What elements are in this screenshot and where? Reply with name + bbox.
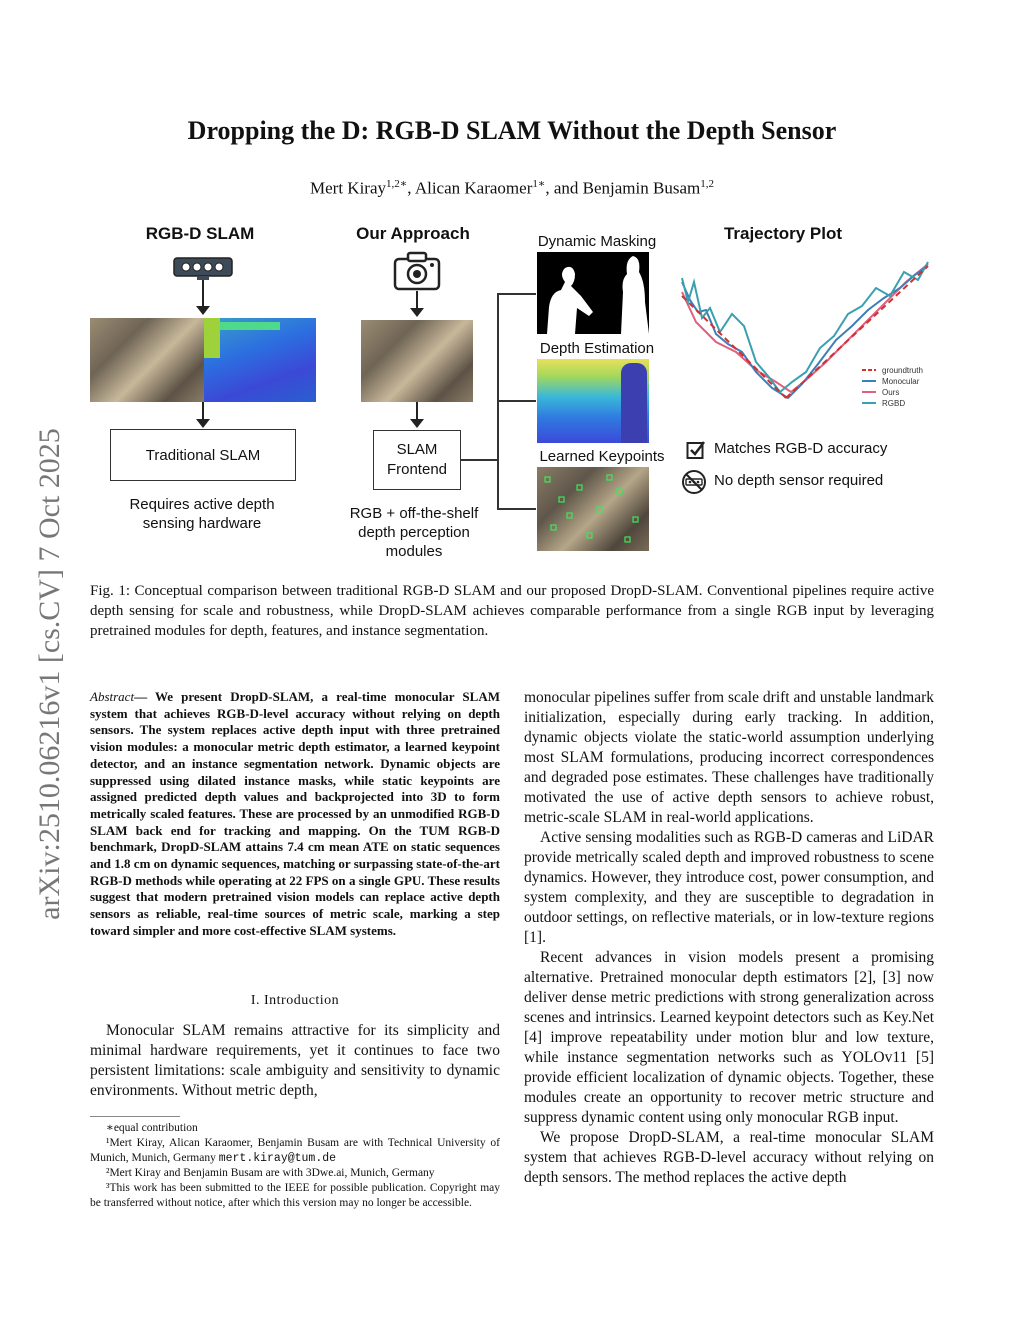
arrow-head	[196, 306, 210, 315]
author-list: Mert Kiray$^{1,2∗}$, Alican Karaomer$^{1∗}$, and Benjamin Busam$^{1,2}$	[310, 178, 714, 198]
right-paragraph-1: monocular pipelines suffer from scale drift and unstable landmark initialization, especially during early tracking. In addition, dynamic objects violate the static-world assumption underlying most SLAM formulations, producing incorrect correspondences and degraded pose estimates. These challenges have traditionally motivated the use of active depth sensors to achieve robust, metric-scale SLAM in real-world applications.	[524, 689, 934, 826]
connector-line	[497, 400, 536, 402]
paper-title: Dropping the D: RGB-D SLAM Without the Depth Sensor	[187, 116, 837, 145]
traditional-slam-box: Traditional SLAM	[110, 429, 296, 481]
check-no-depth-sensor: No depth sensor required	[714, 472, 884, 489]
author-3: , and Benjamin Busam	[545, 178, 701, 198]
arxiv-side-label: arXiv:2510.06216v1 [cs.CV] 7 Oct 2025	[33, 428, 66, 920]
arrow-head	[196, 419, 210, 428]
footnotes	[90, 1121, 500, 1211]
author-2: Alican Karaomer	[414, 178, 533, 198]
abstract-body: — We present DropD-SLAM, a real-time monocular SLAM system that achieves RGB-D-level accuracy without relying on depth sensors. The system replaces active depth input with three pretrained vision modules: a monocular metric depth estimator, a learned keypoint detector, and an instance segmentation network. Dynamic objects are suppressed using dilated instance masks, while static keypoints are assigned predicted depth values and backprojected into 3D to form metrically scaled features. These are processed by an unmodified RGB-D SLAM back end for tracking and mapping. On the TUM RGB-D benchmark, DropD-SLAM attains 7.4 cm mean ATE on static sequences and 1.8 cm on dynamic sequences, matching or surpassing state-of-the-art RGB-D methods while operating at 22 FPS on a single GPU. These results suggest that modern pretrained vision models can replace active depth sensors as reliable, real-time sources of metric scale, marking a step toward simpler and more cost-effective SLAM systems.	[90, 689, 500, 938]
abstract-label: Abstract	[90, 689, 135, 704]
our-approach-title: Our Approach	[356, 224, 470, 243]
connector-line	[460, 459, 498, 461]
abstract	[90, 689, 500, 940]
intro-paragraph: Monocular SLAM remains attractive for its simplicity and minimal hardware requirements, yet it continues to face two persistent limitations: scale ambiguity and sensitivity to dynamic environments. Without metric depth,	[90, 1022, 500, 1099]
checkbox-icon	[686, 440, 706, 460]
learned-keypoints-label: Learned Keypoints	[539, 448, 665, 465]
legend-rgbd: RGBD	[882, 399, 906, 408]
rgbd-slam-title: RGB-D SLAM	[145, 224, 255, 243]
section-heading: I. Introduction	[250, 993, 340, 1008]
trajectory-plot	[676, 252, 936, 422]
depth-sensor-icon	[173, 256, 233, 280]
trajectory-plot-title: Trajectory Plot	[723, 224, 843, 243]
footnote-1: ¹Mert Kiray, Alican Karaomer, Benjamin Busam are with Technical University of Munich, Munich, Germany mert.kiray@tum.de	[90, 1137, 500, 1165]
arrow-head	[410, 419, 424, 428]
dynamic-masking-label: Dynamic Masking	[537, 233, 657, 250]
dynamic-mask-image	[537, 252, 649, 334]
right-column	[524, 688, 934, 1188]
traditional-note: Requires active depth sensing hardware	[129, 496, 275, 532]
legend-ours: Ours	[882, 388, 900, 397]
rgb-input-image	[361, 320, 473, 402]
right-paragraph-3: Recent advances in vision models present a promising alternative. Pretrained monocular depth estimators [2], [3] now deliver dense metric predictions with strong generalization across scenes and intrinsics. Learned keypoint detectors such as Key.Net [4] improve repeatability under motion blur and low texture, while instance segmentation networks such as YOLOv11 [5] provide efficient localization of dynamic objects. Together, these modules create an opportunity to recover metric structure and suppress dynamic content using only monocular RGB input.	[524, 949, 934, 1126]
author-email[interactable]: mert.kiray@tum.de	[218, 1152, 337, 1165]
no-sensor-icon	[681, 469, 707, 495]
figure-caption: Fig. 1: Conceptual comparison between traditional RGB-D SLAM and our proposed DropD-SLAM. Conventional pipelines require active depth sensing for scale and robustness, while DropD-SLAM achieves comparable performance from a single RGB input by leveraging pretrained modules for depth, features, and instance segmentation.	[90, 583, 934, 639]
footnote-3: ³This work has been submitted to the IEEE for possible publication. Copyright may be transferred without notice, after which this version may no longer be accessible.	[90, 1182, 500, 1209]
footnote-equal: ∗equal contribution	[106, 1122, 198, 1134]
depth-estimation-label: Depth Estimation	[539, 340, 655, 357]
camera-icon	[393, 251, 441, 291]
right-paragraph-2: Active sensing modalities such as RGB-D cameras and LiDAR provide metrically scaled depth and improved robustness to scene dynamics. However, they introduce cost, power consumption, and system complexity, and they are susceptible to degradation in outdoor settings, on reflective materials, or in low-texture regions [1].	[524, 829, 934, 946]
slam-frontend-box: SLAM Frontend	[373, 430, 461, 490]
legend-monocular: Monocular	[882, 377, 920, 386]
right-paragraph-4: We propose DropD-SLAM, a real-time monocular SLAM system that achieves RGB-D-level accuracy without relying on depth sensors. The method replaces the active depth	[524, 1129, 934, 1186]
frontend-note: RGB + off-the-shelf depth perception modules	[349, 505, 479, 560]
legend-groundtruth: groundtruth	[882, 366, 923, 375]
connector-line	[497, 293, 536, 295]
traj-groundtruth	[682, 296, 786, 398]
depth-estimation-image	[537, 359, 649, 443]
author-1: Mert Kiray	[310, 178, 387, 198]
connector-line	[497, 508, 536, 510]
rgb-frame-image	[90, 318, 204, 402]
keypoints-image	[537, 467, 649, 551]
check-rgbd-accuracy: Matches RGB-D accuracy	[714, 440, 888, 457]
footnote-2: ²Mert Kiray and Benjamin Busam are with 3Dwe.ai, Munich, Germany	[106, 1167, 435, 1179]
footnote-rule	[90, 1116, 180, 1117]
depth-frame-image	[204, 318, 316, 402]
arrow-head	[410, 308, 424, 317]
